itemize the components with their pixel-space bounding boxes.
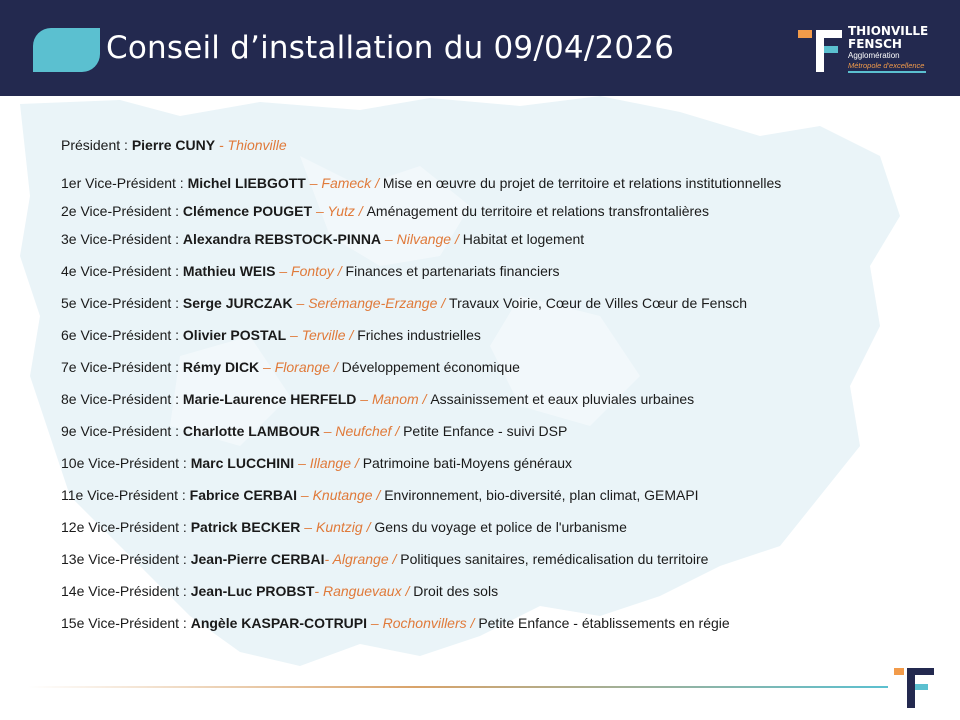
vice-president-commune: – Rochonvillers / [367, 615, 479, 631]
vice-president-delegation: Patrimoine bati-Moyens généraux [362, 455, 573, 471]
logo-line-3: Agglomération [848, 51, 900, 60]
logo-line-2: FENSCH [848, 37, 902, 51]
logo-text [848, 25, 928, 73]
vice-president-delegation: Friches industrielles [357, 327, 481, 343]
vice-president-commune: – Knutange / [297, 487, 385, 503]
vice-president-commune: – Fontoy / [275, 263, 346, 279]
vice-president-row [61, 615, 730, 631]
vice-president-name: Patrick BECKER [190, 519, 301, 535]
vice-president-row [61, 231, 584, 247]
footer-f-logo-icon [894, 666, 936, 710]
vice-president-delegation: Droit des sols [413, 583, 499, 599]
vice-president-commune: – Kuntzig / [300, 519, 375, 535]
vice-president-delegation: Mise en œuvre du projet de territoire et relations institutionnelles [382, 175, 782, 191]
vice-president-commune: – Serémange-Erzange / [292, 295, 450, 311]
vice-president-delegation: Petite Enfance - suivi DSP [403, 423, 568, 439]
vice-president-name: Charlotte LAMBOUR [182, 423, 320, 439]
vice-president-commune: – Illange / [294, 455, 363, 471]
vice-president-name: Michel LIEBGOTT [187, 175, 306, 191]
president-row [61, 137, 287, 153]
vice-president-commune: – Neufchef / [319, 423, 404, 439]
vice-president-delegation: Habitat et logement [462, 231, 585, 247]
vice-president-delegation: Gens du voyage et police de l'urbanisme [374, 519, 627, 535]
vice-president-name: Serge JURCZAK [182, 295, 293, 311]
vice-president-row [61, 423, 567, 439]
vice-president-name: Mathieu WEIS [182, 263, 276, 279]
vice-president-role: 7e Vice-Président : [61, 359, 183, 375]
vice-president-commune: – Yutz / [312, 203, 367, 219]
logo-line-4: Métropole d'excellence [848, 61, 925, 70]
vice-president-role: 6e Vice-Président : [61, 327, 183, 343]
vice-president-row [61, 551, 708, 567]
vice-president-commune: – Nilvange / [381, 231, 463, 247]
vice-president-commune: - Ranguevaux / [314, 583, 414, 599]
logo-underline [848, 71, 926, 73]
vice-president-commune: – Terville / [286, 327, 358, 343]
vice-president-row [61, 175, 781, 191]
vice-president-row [61, 327, 481, 343]
vice-president-role: 11e Vice-Président : [61, 487, 190, 503]
vice-president-name: Olivier POSTAL [182, 327, 287, 343]
vice-president-delegation: Finances et partenariats financiers [345, 263, 560, 279]
president-commune: - Thionville [215, 137, 287, 153]
vice-president-name: Fabrice CERBAI [189, 487, 298, 503]
president-name: Pierre CUNY [131, 137, 216, 153]
vice-president-row [61, 487, 699, 503]
logo-line-1: THIONVILLE [848, 24, 929, 38]
vice-president-role: 4e Vice-Président : [61, 263, 183, 279]
vice-president-delegation: Assainissement et eaux pluviales urbaines [430, 391, 695, 407]
vice-president-role: 12e Vice-Président : [61, 519, 191, 535]
vice-president-role: 3e Vice-Président : [61, 231, 183, 247]
logo-f-mark-icon [798, 26, 844, 74]
header-bar [0, 0, 960, 96]
vice-president-row [61, 295, 747, 311]
vice-president-commune: – Fameck / [305, 175, 383, 191]
vice-president-delegation: Petite Enfance - établissements en régie [478, 615, 730, 631]
president-role: Président : [61, 137, 132, 153]
vice-president-commune: – Manom / [356, 391, 431, 407]
vice-president-row [61, 519, 627, 535]
vice-president-row [61, 263, 560, 279]
thionville-fensch-logo [798, 24, 938, 78]
vice-president-role: 9e Vice-Président : [61, 423, 183, 439]
vice-president-name: Jean-Pierre CERBAI [190, 551, 325, 567]
vice-president-delegation: Environnement, bio-diversité, plan climat, GEMAPI [384, 487, 699, 503]
vice-president-name: Marc LUCCHINI [190, 455, 295, 471]
vice-president-role: 14e Vice-Président : [61, 583, 191, 599]
vice-president-role: 10e Vice-Président : [61, 455, 191, 471]
vice-president-row [61, 583, 498, 599]
vice-president-role: 13e Vice-Président : [61, 551, 191, 567]
title-accent-shape [33, 28, 100, 72]
vice-president-role: 8e Vice-Président : [61, 391, 183, 407]
vice-president-name: Marie-Laurence HERFELD [182, 391, 357, 407]
vice-president-commune: – Florange / [259, 359, 342, 375]
vice-president-name: Alexandra REBSTOCK-PINNA [182, 231, 382, 247]
vice-president-delegation: Politiques sanitaires, remédicalisation du territoire [400, 551, 709, 567]
vice-president-role: 15e Vice-Président : [61, 615, 191, 631]
vice-president-name: Rémy DICK [182, 359, 260, 375]
vice-president-role: 1er Vice-Président : [61, 175, 188, 191]
vice-president-row [61, 391, 694, 407]
vice-president-name: Angèle KASPAR-COTRUPI [190, 615, 368, 631]
vice-president-commune: - Algrange / [324, 551, 401, 567]
vice-president-delegation: Développement économique [341, 359, 520, 375]
footer-divider [28, 686, 888, 688]
vice-president-name: Clémence POUGET [182, 203, 313, 219]
vice-president-name: Jean-Luc PROBST [190, 583, 315, 599]
vice-president-row [61, 455, 572, 471]
vice-president-role: 5e Vice-Président : [61, 295, 183, 311]
vice-president-row [61, 203, 709, 219]
vice-president-row [61, 359, 520, 375]
vice-president-role: 2e Vice-Président : [61, 203, 183, 219]
page-title: Conseil d’installation du 09/04/2026 [106, 30, 675, 66]
vice-president-delegation: Aménagement du territoire et relations transfrontalières [366, 203, 709, 219]
vice-president-delegation: Travaux Voirie, Cœur de Villes Cœur de Fensch [449, 295, 748, 311]
